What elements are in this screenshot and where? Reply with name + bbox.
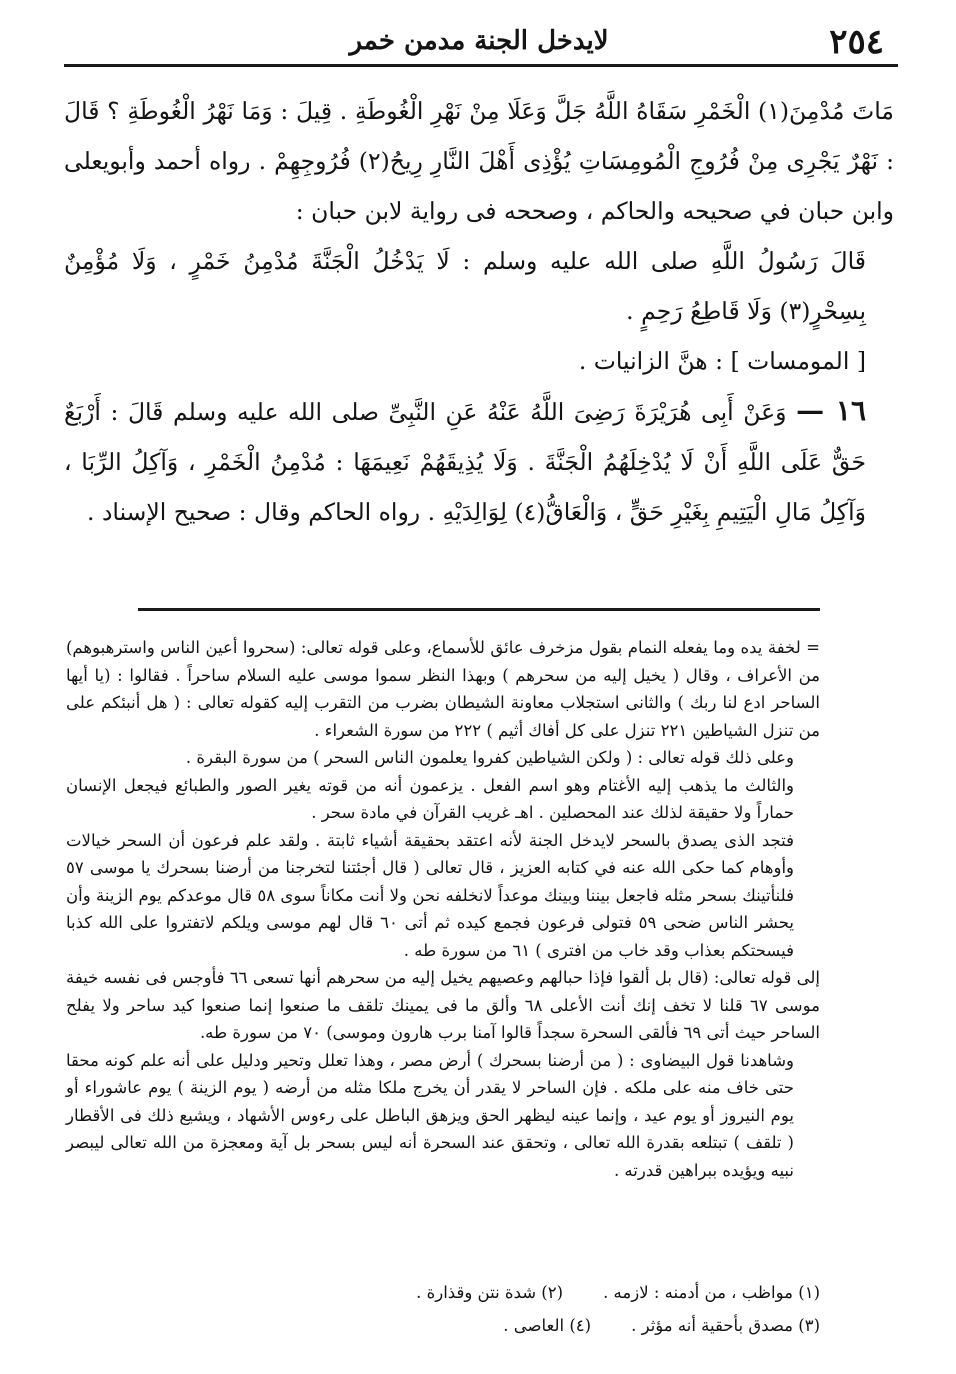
footnote-4: (٤) العاصى . <box>503 1316 592 1335</box>
hadith-number: ١٦ — <box>796 394 866 427</box>
page-header <box>60 16 898 64</box>
footnote-row <box>340 1309 820 1342</box>
footnote-1: (١) مواظب ، من أدمنه : لازمه . <box>603 1283 820 1302</box>
header-rule <box>64 64 898 67</box>
paragraph-glossary: [ المومسات ] : هنَّ الزانيات . <box>578 347 866 375</box>
note-paragraph: والثالث ما يذهب إليه الأغتام وهو اسم الفعل . يزعمون أنه من قوته يغير الصور والطبائع فيجعل الإنسان حماراً ولا حقيقة لذلك عند المحصلين . اهـ غريب القرآن في مادة سحر . <box>66 775 794 822</box>
paragraph-hadith-16 <box>64 386 894 537</box>
note-paragraph: وشاهدنا قول البيضاوى : ( من أرضنا بسحرك ) أرض مصر ، وهذا تعلل وتحير ودليل على أنه علم كونه محقا حتى خاف منه على ملكه . فإن الساحر لا يقدر أن يخرج ملكا مثله من أرضه ( يوم الزينة ) يوم عاشوراء أو يوم النيروز أو يوم عيد ، وإنما عينه ليظهر الحق ويزهق الباطل على رءوس الأشهاد ، ويشيع ذلك فى الأقطار ( تلقف ) تبتلعه بقدرة الله تعالى ، وتحقق عند السحرة أنه ليس بسحر بل آية ومعجزة من الله تعالى ليبصر نبيه ويؤيده ببراهين قدرته . <box>66 1050 794 1180</box>
paragraph-hadith-15-end: مَاتَ مُدْمِنَ(١) الْخَمْرِ سَقَاهُ اللَّهُ جَلَّ وَعَلَا مِنْ نَهْرِ الْغُوطَةِ . قِيلَ : وَمَا نَهْرُ الْغُوطَةِ ؟ قَالَ : نَهْرٌ يَجْرِى مِنْ فُرُوجِ الْمُومِسَاتِ يُؤْذِى أَهْلَ النَّارِ رِيحُ(٢) فُرُوجِهِمْ . رواه أحمد وأبويعلى وابن حبان في صحيحه والحاكم ، وصححه فى رواية لابن حبان : <box>64 97 894 225</box>
footnote-row <box>340 1276 820 1309</box>
footnote-3: (٣) مصدق بأحقية أنه مؤثر . <box>631 1316 820 1335</box>
main-text <box>64 86 894 537</box>
footnotes <box>66 634 820 1184</box>
note-paragraph: إلى قوله تعالى: (قال بل ألقوا فإذا حبالهم وعصيهم يخيل إليه من سحرهم أنها تسعى ٦٦ فأوجس فى نفسه خيفة موسى ٦٧ قلنا لا تخف إنك أنت الأعلى ٦٨ وألق ما فى يمينك تلقف ما صنعوا إنما صنعوا كيد ساحر ولا يفلح الساحر حيث أتى ٦٩ فألقى السحرة سجداً قالوا آمنا برب هارون وموسى) ٧٠ من سورة طه. <box>66 968 820 1042</box>
footnote-references <box>340 1276 820 1342</box>
note-paragraph: = لخفة يده وما يفعله النمام بقول مزخرف عائق للأسماع، وعلى قوله تعالى: (سحروا أعين الناس واسترهبوهم) من الأعراف ، وقال ( يخيل إليه من سحرهم ) وبهذا النظر سموا موسى عليه السلام ساحراً . فقالوا : (يا أيها الساحر ادع لنا ربك ) والثانى استجلاب معاونة الشيطان بضرب من التقرب إليه كقوله تعالى : ( هل أنبئكم على من تنزل الشياطين ٢٢١ تنزل على كل أفاك أثيم ) ٢٢٢ من سورة الشعراء . <box>66 638 820 740</box>
note-paragraph: وعلى ذلك قوله تعالى : ( ولكن الشياطين كفروا يعلمون الناس السحر ) من سورة البقرة . <box>185 748 794 767</box>
paragraph-ibn-hibban-version: قَالَ رَسُولُ اللَّهِ صلى الله عليه وسلم : لَا يَدْخُلُ الْجَنَّةَ مُدْمِنُ خَمْرٍ ، وَلَا مُؤْمِنٌ بِسِحْرٍ(٣) وَلَا قَاطِعُ رَحِمٍ . <box>64 247 866 325</box>
hadith-16-text: وَعَنْ أَبِى هُرَيْرَةَ رَضِىَ اللَّهُ عَنْهُ عَنِ النَّبِىِّ صلى الله عليه وسلم قَالَ : أَرْبَعٌ حَقٌّ عَلَى اللَّهِ أَنْ لَا يُدْخِلَهُمُ الْجَنَّةَ . وَلَا يُذِيقَهُمْ نَعِيمَهَا : مُدْمِنُ الْخَمْرِ ، وَآكِلُ الرِّبَا ، وَآكِلُ مَالِ الْيَتِيمِ بِغَيْرِ حَقٍّ ، وَالْعَاقُّ(٤) لِوَالِدَيْهِ . رواه الحاكم وقال : صحيح الإسناد . <box>64 398 866 526</box>
note-paragraph: فتجد الذى يصدق بالسحر لايدخل الجنة لأنه اعتقد بحقيقة أشياء ثابتة . ولقد علم فرعون أن السحر خيالات وأوهام كما حكى الله عنه في كتابه العزيز ، قال تعالى ( قال أجئتنا لتخرجنا من أرضنا بسحرك يا موسى ٥٧ فلنأتينك بسحر مثله فاجعل بيننا وبينك موعداً لانخلفه نحن ولا أنت مكاناً سوى ٥٨ قال موعدكم يوم الزينة وأن يحشر الناس ضحى ٥٩ فتولى فرعون فجمع كيده ثم أتى ٦٠ قال لهم موسى ويلكم لاتفتروا على الله كذبا فيسحتكم بعذاب وقد خاب من افترى ) ٦١ من سورة طه . <box>66 830 795 960</box>
footnote-rule <box>138 608 820 611</box>
footnote-2: (٢) شدة نتن وقذارة . <box>416 1283 564 1302</box>
running-title: لايدخل الجنة مدمن خمر <box>349 26 609 56</box>
page-number: ٢٥٤ <box>829 22 884 62</box>
